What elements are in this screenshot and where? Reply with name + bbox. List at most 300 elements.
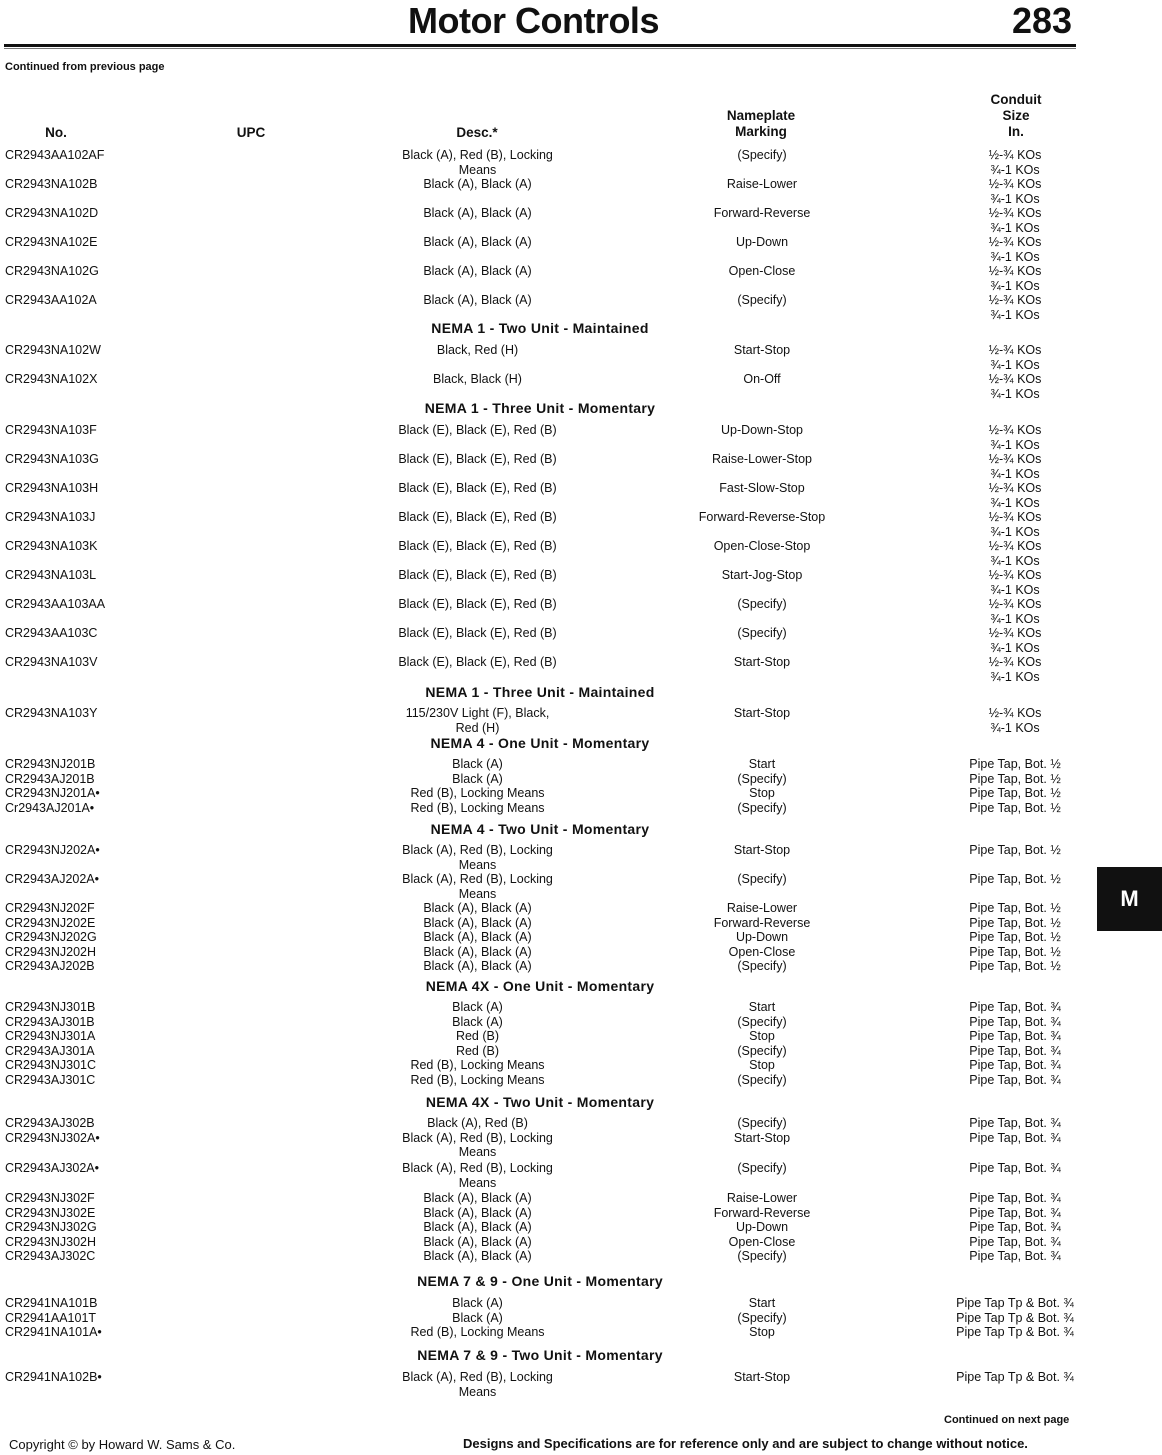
catalog-number-line: CR2943NJ202F [5, 901, 95, 915]
catalog-number-line: CR2943NA102D [5, 206, 99, 220]
conduit-size [935, 539, 1095, 568]
conduit-size-line: ½-¾ KOs [988, 264, 1042, 278]
nameplate-marking-line: (Specify) [737, 293, 787, 307]
conduit-size [935, 235, 1095, 264]
catalog-number-line: CR2943AA103C [5, 626, 98, 640]
catalog-number [5, 597, 105, 612]
conduit-size [935, 177, 1095, 206]
nameplate-marking-line: (Specify) [737, 1249, 787, 1263]
nameplate-marking-line: (Specify) [737, 1014, 787, 1029]
catalog-number [5, 423, 97, 438]
description [370, 539, 585, 554]
conduit-size-line: ½-¾ KOs [988, 481, 1042, 495]
conduit-size-line: Pipe Tap Tp & Bot. ¾ [956, 1310, 1074, 1325]
description [370, 843, 585, 872]
catalog-number-line: CR2943NJ202H [5, 944, 97, 959]
nameplate-marking [672, 568, 852, 583]
catalog-number-line: CR2943NJ302G [5, 1220, 97, 1234]
conduit-size-line: ¾-1 KOs [990, 582, 1040, 597]
conduit-size [935, 568, 1095, 597]
conduit-size-line: Pipe Tap, Bot. ½ [969, 771, 1061, 786]
conduit-size-line: ¾-1 KOs [990, 386, 1040, 401]
nameplate-marking-line: (Specify) [737, 1310, 787, 1325]
catalog-number-line: Cr2943AJ201A• [5, 800, 95, 815]
conduit-size-line: Pipe Tap, Bot. ½ [969, 757, 1061, 771]
catalog-number-line: CR2941AA101T [5, 1310, 97, 1325]
description-line: Black (A), Red (B), Locking [402, 1161, 553, 1175]
description [370, 706, 585, 735]
description [370, 1296, 585, 1340]
conduit-size [935, 626, 1095, 655]
conduit-size [935, 1116, 1095, 1145]
catalog-number-line: CR2943AJ301C [5, 1072, 96, 1087]
conduit-size [935, 423, 1095, 452]
nameplate-marking [672, 706, 852, 721]
catalog-number [5, 372, 97, 387]
description-line: Means [458, 886, 497, 901]
nameplate-marking-line: Stop [749, 1029, 775, 1043]
description-line: Red (B), Locking Means [410, 786, 545, 800]
conduit-size [935, 206, 1095, 235]
conduit-size-line: Pipe Tap, Bot. ¾ [969, 1220, 1061, 1234]
description [370, 568, 585, 583]
nameplate-marking [672, 510, 852, 525]
description [370, 872, 585, 901]
description [370, 1161, 585, 1190]
nameplate-marking-line: (Specify) [737, 872, 787, 886]
catalog-number [5, 510, 95, 525]
description [370, 264, 585, 279]
section-heading: NEMA 4X - One Unit - Momentary [425, 978, 655, 994]
description-line: 115/230V Light (F), Black, [405, 706, 550, 720]
catalog-number-line: CR2943NA102G [5, 264, 99, 278]
catalog-number [5, 539, 97, 554]
conduit-size-line: Pipe Tap, Bot. ¾ [969, 1249, 1061, 1263]
conduit-size-line: Pipe Tap Tp & Bot. ¾ [956, 1370, 1074, 1384]
nameplate-marking-line: Up-Down [735, 930, 789, 944]
column-header-desc: Desc.* [456, 125, 498, 140]
description-line: Black (A) [452, 771, 503, 786]
nameplate-marking [672, 177, 852, 192]
nameplate-marking-line: (Specify) [737, 1116, 787, 1130]
conduit-size-line: ½-¾ KOs [988, 510, 1042, 524]
conduit-size [935, 264, 1095, 293]
description-line: Means [458, 857, 497, 872]
conduit-size-line: Pipe Tap, Bot. ½ [969, 944, 1061, 959]
description-line: Black (A), Black (A) [423, 1234, 532, 1249]
conduit-size-line: ½-¾ KOs [988, 597, 1042, 611]
conduit-size-line: ¾-1 KOs [990, 307, 1040, 322]
header-rule [4, 44, 1076, 47]
conduit-size-line: ¾-1 KOs [990, 220, 1040, 235]
nameplate-marking [672, 1296, 852, 1340]
nameplate-marking-line: Forward-Reverse [713, 206, 811, 220]
section-heading: NEMA 7 & 9 - Two Unit - Momentary [417, 1347, 663, 1363]
description-line: Black (E), Black (E), Red (B) [398, 626, 557, 640]
conduit-size-line: ½-¾ KOs [988, 177, 1042, 191]
conduit-size-line: Pipe Tap, Bot. ½ [969, 786, 1061, 800]
description-line: Black (A), Red (B) [427, 1116, 528, 1130]
nameplate-marking-line: Forward-Reverse-Stop [698, 510, 826, 524]
description [370, 1191, 585, 1264]
description-line: Black (A), Black (A) [423, 901, 532, 915]
conduit-size-line: ¾-1 KOs [990, 553, 1040, 568]
conduit-size-line: ¾-1 KOs [990, 437, 1040, 452]
description-line: Black (A), Black (A) [423, 206, 532, 220]
conduit-size-line: ½-¾ KOs [988, 343, 1042, 357]
nameplate-marking-line: Raise-Lower-Stop [711, 452, 813, 466]
conduit-size-line: Pipe Tap, Bot. ¾ [969, 1116, 1061, 1130]
description [370, 901, 585, 974]
catalog-number [5, 343, 101, 358]
description-line: Black (A), Black (A) [423, 264, 532, 278]
nameplate-marking [672, 1370, 852, 1385]
column-header-nameplate [694, 108, 828, 140]
nameplate-marking-line: Raise-Lower [726, 901, 798, 915]
nameplate-marking [672, 481, 852, 496]
catalog-number-line: CR2941NA101B [5, 1296, 98, 1310]
description-line: Black (A), Black (A) [423, 944, 532, 959]
description-line: Black, Black (H) [433, 372, 522, 386]
catalog-number-line: CR2943AJ302C [5, 1249, 96, 1263]
nameplate-marking [672, 539, 852, 554]
nameplate-marking-line: Start-Stop [733, 843, 791, 857]
catalog-number-line: CR2943NJ301B [5, 1000, 96, 1014]
nameplate-marking [672, 843, 852, 858]
disclaimer-footer: Designs and Specifications are for reference only and are subject to change without notice. [463, 1436, 1028, 1451]
catalog-number [5, 568, 96, 583]
nameplate-marking-line: Start-Stop [733, 343, 791, 357]
conduit-size-line: Pipe Tap, Bot. ¾ [969, 1014, 1061, 1029]
conduit-size-line: ¾-1 KOs [990, 357, 1040, 372]
conduit-size-line: ½-¾ KOs [988, 235, 1042, 249]
catalog-number-line: CR2943NJ201B [5, 757, 96, 771]
conduit-size-line: ¾-1 KOs [990, 640, 1040, 655]
description-line: Red (B), Locking Means [410, 1058, 545, 1072]
nameplate-marking [672, 901, 852, 974]
description-line: Black (E), Black (E), Red (B) [398, 481, 557, 495]
conduit-size-line: ½-¾ KOs [988, 372, 1042, 386]
nameplate-marking-line: Stop [749, 1325, 775, 1339]
catalog-number-line: CR2943NA103F [5, 423, 97, 437]
nameplate-marking [672, 1000, 852, 1087]
conduit-size [935, 706, 1095, 735]
description [370, 510, 585, 525]
catalog-number [5, 655, 97, 670]
description-line: Black (E), Black (E), Red (B) [398, 539, 557, 553]
conduit-size-line: ¾-1 KOs [990, 669, 1040, 684]
catalog-number-line: CR2943NJ301C [5, 1058, 97, 1072]
catalog-number [5, 452, 99, 467]
conduit-size-line: ¾-1 KOs [990, 278, 1040, 293]
conduit-size [935, 293, 1095, 322]
conduit-size [935, 481, 1095, 510]
conduit-size [935, 597, 1095, 626]
description-line: Black (A), Black (A) [423, 1220, 532, 1234]
conduit-size-line: ¾-1 KOs [990, 162, 1040, 177]
description-line: Black (A), Red (B), Locking [402, 1370, 553, 1384]
conduit-size-line: ¾-1 KOs [990, 720, 1040, 735]
description [370, 655, 585, 670]
conduit-size [935, 510, 1095, 539]
nameplate-marking [672, 597, 852, 612]
continued-from-note: Continued from previous page [5, 61, 165, 73]
nameplate-marking-line: Start-Stop [733, 1370, 791, 1384]
description [370, 372, 585, 387]
conduit-size-line: Pipe Tap, Bot. ½ [969, 959, 1061, 973]
section-heading: NEMA 1 - Three Unit - Maintained [425, 684, 655, 700]
conduit-size-line: ¾-1 KOs [990, 466, 1040, 481]
conduit-size-line: Pipe Tap, Bot. ¾ [969, 1029, 1061, 1043]
description-line: Black (A) [452, 1296, 503, 1310]
conduit-size-line: Pipe Tap, Bot. ¾ [969, 1043, 1061, 1058]
catalog-number-line: CR2943NA103J [5, 510, 96, 524]
catalog-number-line: CR2943AA102AF [5, 148, 105, 162]
nameplate-marking-line: Forward-Reverse [713, 1205, 811, 1220]
column-header-no: No. [45, 125, 67, 140]
description-line: Black (A) [452, 1014, 503, 1029]
nameplate-marking [672, 343, 852, 358]
conduit-size-line: ½-¾ KOs [988, 655, 1042, 669]
catalog-number [5, 757, 100, 815]
conduit-size [935, 148, 1095, 177]
header-rule-thin [4, 48, 1076, 49]
conduit-size-line: Pipe Tap Tp & Bot. ¾ [956, 1296, 1074, 1310]
section-heading: NEMA 4X - Two Unit - Momentary [425, 1094, 655, 1110]
description-line: Red (B) [455, 1029, 500, 1043]
conduit-size-line: Pipe Tap, Bot. ½ [969, 930, 1061, 944]
continued-to-note: Continued on next page [944, 1414, 1070, 1426]
nameplate-marking [672, 264, 852, 279]
description-line: Black (E), Black (E), Red (B) [398, 597, 557, 611]
nameplate-marking-line: (Specify) [737, 626, 787, 640]
catalog-number [5, 235, 97, 250]
nameplate-marking [672, 655, 852, 670]
conduit-size-line: Pipe Tap, Bot. ¾ [969, 1130, 1061, 1145]
catalog-number [5, 1370, 102, 1385]
nameplate-marking [672, 626, 852, 641]
catalog-number-line: CR2943NJ201A• [5, 786, 100, 800]
description-line: Black (A), Black (A) [423, 1249, 532, 1263]
description-line: Means [458, 1384, 497, 1399]
conduit-size-line: ½-¾ KOs [988, 423, 1042, 437]
nameplate-marking-line: (Specify) [737, 771, 787, 786]
conduit-size [935, 1000, 1095, 1087]
copyright-footer: Copyright © by Howard W. Sams & Co. [9, 1437, 236, 1452]
conduit-size-line: ½-¾ KOs [988, 706, 1042, 720]
catalog-number [5, 706, 97, 721]
description [370, 481, 585, 496]
conduit-size-line: ¾-1 KOs [990, 249, 1040, 264]
catalog-number-line: CR2943NA102X [5, 372, 98, 386]
description-line: Black (E), Black (E), Red (B) [398, 452, 557, 466]
conduit-size-line: Pipe Tap, Bot. ½ [969, 800, 1061, 815]
conduit-size-line: Pipe Tap, Bot. ¾ [969, 1205, 1061, 1220]
nameplate-marking-line: Start-Stop [733, 1130, 791, 1145]
nameplate-marking [672, 206, 852, 221]
nameplate-marking [672, 452, 852, 467]
nameplate-marking-line: Up-Down [735, 1220, 789, 1234]
description-line: Means [458, 1175, 497, 1190]
conduit-size-line: ½-¾ KOs [988, 626, 1042, 640]
nameplate-marking-line: (Specify) [737, 1043, 787, 1058]
nameplate-marking-line: Stop [749, 786, 775, 800]
catalog-number-line: CR2943AA102A [5, 293, 97, 307]
description-line: Black (A), Black (A) [423, 930, 532, 944]
conduit-size [935, 843, 1095, 858]
conduit-size-line: Pipe Tap, Bot. ¾ [969, 1058, 1061, 1072]
section-heading: NEMA 4 - Two Unit - Momentary [430, 821, 650, 837]
description [370, 235, 585, 250]
column-header-nameplate-line: Nameplate [726, 108, 796, 123]
catalog-number-line: CR2943NA103V [5, 655, 98, 669]
nameplate-marking-line: (Specify) [737, 800, 787, 815]
conduit-size [935, 655, 1095, 684]
nameplate-marking-line: Open-Close [728, 264, 796, 278]
catalog-number [5, 148, 104, 163]
page-number: 283 [1012, 0, 1073, 41]
conduit-size-line: ½-¾ KOs [988, 539, 1042, 553]
nameplate-marking-line: Start [748, 1000, 776, 1014]
nameplate-marking [672, 757, 852, 815]
description-line: Black (E), Black (E), Red (B) [398, 510, 557, 524]
conduit-size-line: ½-¾ KOs [988, 148, 1042, 162]
section-heading: NEMA 1 - Three Unit - Momentary [424, 400, 656, 416]
catalog-number-line: CR2943AJ201B [5, 771, 95, 786]
catalog-number-line: CR2943NA103K [5, 539, 98, 553]
conduit-size [935, 1296, 1095, 1340]
nameplate-marking [672, 372, 852, 387]
catalog-number-line: CR2943AJ301B [5, 1014, 95, 1029]
description [370, 148, 585, 177]
nameplate-marking [672, 293, 852, 308]
conduit-size-line: Pipe Tap, Bot. ½ [969, 843, 1061, 857]
catalog-number-line: CR2943AJ202B [5, 959, 95, 973]
column-header-conduit [968, 92, 1064, 140]
description [370, 423, 585, 438]
catalog-number-line: CR2943NA102B [5, 177, 98, 191]
catalog-number [5, 264, 99, 279]
conduit-size [935, 1370, 1095, 1385]
catalog-number [5, 1000, 96, 1087]
nameplate-marking-line: Open-Close [728, 944, 796, 959]
nameplate-marking [672, 423, 852, 438]
catalog-number [5, 901, 97, 974]
catalog-number [5, 1191, 97, 1264]
catalog-number-line: CR2943NA102W [5, 343, 101, 357]
nameplate-marking-line: Up-Down-Stop [721, 423, 803, 437]
catalog-number-line: CR2941NA102B• [5, 1370, 102, 1384]
catalog-number [5, 872, 99, 887]
conduit-size [935, 901, 1095, 974]
description-line: Black (A), Black (A) [423, 1191, 532, 1205]
conduit-size-line: Pipe Tap, Bot. ¾ [969, 1191, 1061, 1205]
catalog-number-line: CR2943AJ302B [5, 1116, 95, 1130]
catalog-number [5, 626, 97, 641]
description-line: Black (A), Black (A) [423, 959, 532, 973]
catalog-number-line: CR2943NA103H [5, 481, 99, 495]
nameplate-marking-line: On-Off [743, 372, 781, 386]
nameplate-marking-line: Start-Stop [733, 706, 791, 720]
description-line: Red (B), Locking Means [410, 1072, 545, 1087]
catalog-number-line: CR2943NJ202A• [5, 843, 100, 857]
catalog-number-line: CR2943AJ302A• [5, 1161, 100, 1175]
nameplate-marking-line: Raise-Lower [726, 177, 798, 191]
catalog-number [5, 1296, 102, 1340]
nameplate-marking [672, 1161, 852, 1176]
catalog-number [5, 206, 98, 221]
nameplate-marking-line: (Specify) [737, 1161, 787, 1175]
nameplate-marking [672, 872, 852, 887]
catalog-number-line: CR2943AJ301A [5, 1043, 95, 1058]
conduit-size [935, 757, 1095, 815]
description-line: Black (A) [452, 1310, 503, 1325]
conduit-size [935, 1161, 1095, 1176]
nameplate-marking-line: Up-Down [735, 235, 789, 249]
conduit-size-line: Pipe Tap, Bot. ¾ [969, 1161, 1061, 1175]
description-line: Red (B), Locking Means [410, 800, 545, 815]
description-line: Black (A), Black (A) [423, 293, 532, 307]
nameplate-marking [672, 148, 852, 163]
catalog-number-line: CR2943NJ202G [5, 930, 97, 944]
description-line: Black (E), Black (E), Red (B) [398, 423, 557, 437]
column-header-conduit-line: Conduit [990, 92, 1042, 107]
description-line: Black (A), Red (B), Locking [402, 872, 553, 886]
description-line: Means [458, 162, 497, 177]
conduit-size [935, 872, 1095, 887]
description [370, 343, 585, 358]
catalog-number-line: CR2941NA101A• [5, 1325, 102, 1339]
conduit-size-line: ¾-1 KOs [990, 495, 1040, 510]
nameplate-marking-line: Start-Stop [733, 655, 791, 669]
description-line: Black, Red (H) [436, 343, 519, 357]
nameplate-marking-line: Open-Close [728, 1234, 796, 1249]
conduit-size-line: ½-¾ KOs [988, 452, 1042, 466]
catalog-number-line: CR2943NA102E [5, 235, 98, 249]
section-heading: NEMA 7 & 9 - One Unit - Momentary [417, 1273, 663, 1289]
conduit-size [935, 372, 1095, 401]
nameplate-marking-line: (Specify) [737, 148, 787, 162]
conduit-size-line: Pipe Tap Tp & Bot. ¾ [956, 1325, 1074, 1339]
catalog-number [5, 1116, 100, 1145]
page-title: Motor Controls [408, 0, 659, 41]
catalog-number-line: CR2943NJ302E [5, 1205, 96, 1220]
description-line: Red (B) [455, 1043, 500, 1058]
nameplate-marking-line: Stop [749, 1058, 775, 1072]
section-heading: NEMA 1 - Two Unit - Maintained [431, 320, 649, 336]
column-header-upc: UPC [236, 125, 266, 140]
conduit-size [935, 452, 1095, 481]
catalog-number [5, 293, 97, 308]
catalog-number [5, 177, 97, 192]
catalog-number-line: CR2943NJ301A [5, 1029, 96, 1043]
description-line: Black (A), Red (B), Locking [402, 1130, 553, 1145]
catalog-number [5, 481, 98, 496]
description [370, 293, 585, 308]
description-line: Black (A), Black (A) [423, 177, 532, 191]
catalog-number-line: CR2943NJ302F [5, 1191, 95, 1205]
description-line: Red (B), Locking Means [410, 1325, 545, 1339]
catalog-number-line: CR2943NA103L [5, 568, 97, 582]
nameplate-marking-line: Start-Jog-Stop [721, 568, 803, 582]
conduit-size-line: Pipe Tap, Bot. ½ [969, 915, 1061, 930]
nameplate-marking [672, 235, 852, 250]
description-line: Means [458, 1145, 497, 1159]
conduit-size-line: ¾-1 KOs [990, 611, 1040, 626]
nameplate-marking [672, 1191, 852, 1264]
description-line: Black (A), Black (A) [423, 235, 532, 249]
column-header-conduit-line: In. [1008, 124, 1024, 139]
